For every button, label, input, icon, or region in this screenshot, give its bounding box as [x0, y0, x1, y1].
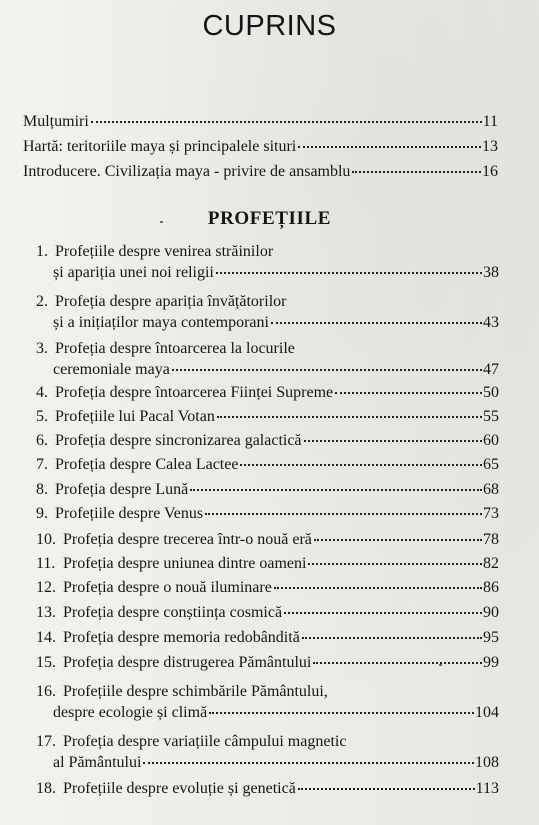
dot-leader: [313, 660, 482, 664]
toc-line: [63, 603, 499, 623]
dot-leader: [271, 320, 482, 324]
toc-line: [55, 407, 499, 427]
entry-number: 2.: [36, 293, 48, 310]
entry-number: 4.: [36, 384, 48, 401]
entry-number: 16.: [36, 683, 56, 700]
section-title: PROFEȚIILE: [207, 208, 332, 229]
dot-leader: [216, 270, 482, 274]
entry-title: Profețiile despre venirea străinilor: [55, 243, 274, 260]
page-number: 60: [483, 432, 499, 449]
toc-line: [53, 313, 499, 333]
entry-number: 7.: [36, 456, 48, 473]
dot-leader: [274, 585, 482, 589]
entry-title: Mulțumiri: [23, 113, 89, 130]
page-number: 86: [483, 579, 499, 596]
entry-number: 5.: [36, 408, 48, 425]
entry-title: Hartă: teritoriile maya și principalele situri: [23, 138, 297, 155]
entry-title: ceremoniale maya: [53, 361, 170, 378]
entry-title: Profeția despre variațiile câmpului magnetic: [63, 733, 347, 750]
toc-line: [23, 137, 498, 157]
page-number: 38: [483, 264, 499, 281]
page-number: 55: [483, 408, 499, 425]
entry-title: Introducere. Civilizația maya - privire de ansamblu: [23, 163, 351, 180]
toc-line: [55, 383, 499, 403]
dot-leader: [190, 487, 482, 491]
page-number: 99: [483, 654, 499, 671]
dot-leader: [352, 169, 481, 173]
entry-title: Profeția despre trecerea într-o nouă eră: [63, 531, 312, 548]
dot-leader: [314, 537, 482, 541]
page-number: 73: [483, 505, 499, 522]
page-number: 16: [482, 163, 498, 180]
entry-number: 10.: [36, 531, 56, 548]
page-number: 50: [483, 384, 499, 401]
entry-title: și apariția unei noi religii: [53, 264, 214, 281]
entry-number: 15.: [36, 654, 56, 671]
page-number: 78: [483, 531, 499, 548]
entry-title: Profeția despre memoria redobândită: [63, 629, 300, 646]
entry-title: Profeția despre întoarcerea Ființei Supreme: [55, 384, 334, 401]
toc-line: [63, 530, 499, 550]
entry-number: 8.: [36, 481, 48, 498]
dot-leader: [302, 635, 482, 639]
entry-title: Profeția despre Calea Lactee: [55, 456, 239, 473]
entry-title: Profeția despre conștiința cosmică: [63, 604, 283, 621]
page-number: 104: [475, 704, 499, 721]
page-number: 68: [483, 481, 499, 498]
entry-title: Profeția despre apariția învățătorilor: [55, 293, 287, 310]
entry-number: 3.: [36, 340, 48, 357]
page-title: CUPRINS: [202, 10, 337, 42]
page-number: 95: [483, 629, 499, 646]
toc-line: [55, 504, 499, 524]
entry-title: Profeția despre Lună: [55, 481, 189, 498]
entry-title: și a inițiaților maya contemporani: [53, 314, 269, 331]
toc-line: [53, 753, 499, 773]
entry-number: 14.: [36, 629, 56, 646]
toc-line: [55, 480, 499, 500]
toc-line: [63, 653, 499, 673]
dot-leader: [298, 786, 475, 790]
toc-line: [53, 360, 499, 380]
toc-line: [23, 162, 498, 182]
dot-leader: [143, 760, 474, 764]
dot-leader: [308, 561, 482, 565]
entry-number: 18.: [36, 780, 56, 797]
entry-title: Profețiile despre Venus: [55, 505, 204, 522]
toc-line: [63, 554, 499, 574]
page-number: 11: [482, 113, 498, 130]
entry-title: Profețiile despre schimbările Pământului,: [63, 683, 328, 700]
entry-title: Profeția despre uniunea dintre oameni: [63, 555, 307, 572]
entry-number: 11.: [36, 555, 56, 572]
page-number: 43: [483, 314, 499, 331]
entry-title: Profeția despre sincronizarea galactică: [55, 432, 302, 449]
entry-number: 9.: [36, 505, 48, 522]
dot-leader: [91, 119, 482, 123]
dot-leader: [304, 438, 482, 442]
entry-title: Profețiile despre evoluție și genetică: [63, 780, 296, 797]
entry-number: 12.: [36, 579, 56, 596]
dot-leader: [217, 414, 482, 418]
page-number: 82: [483, 555, 499, 572]
toc-line: [55, 431, 499, 451]
print-speck: [439, 664, 442, 666]
toc-line: [63, 578, 499, 598]
dot-leader: [284, 610, 482, 614]
entry-title: Profeția despre o nouă iluminare: [63, 579, 272, 596]
dot-leader: [172, 367, 482, 371]
print-speck: [160, 221, 163, 223]
dot-leader: [205, 511, 482, 515]
entry-number: 1.: [36, 243, 48, 260]
dot-leader: [335, 390, 482, 394]
dot-leader: [298, 144, 481, 148]
entry-title: Profețiile lui Pacal Votan: [55, 408, 215, 425]
entry-title: despre ecologie și climă: [53, 704, 208, 721]
toc-line: [55, 455, 499, 475]
entry-title: Profeția despre întoarcerea la locurile: [55, 340, 295, 357]
entry-number: 13.: [36, 604, 56, 621]
dot-leader: [209, 710, 474, 714]
toc-line: [53, 703, 499, 723]
page-number: 90: [483, 604, 499, 621]
page-number: 113: [475, 780, 499, 797]
toc-line: [63, 628, 499, 648]
entry-number: 17.: [36, 733, 56, 750]
toc-line: [63, 779, 499, 799]
entry-title: Profeția despre distrugerea Pământului: [63, 654, 312, 671]
page-number: 108: [475, 754, 499, 771]
page-number: 47: [483, 361, 499, 378]
toc-line: [53, 263, 499, 283]
page-number: 65: [483, 456, 499, 473]
toc-line: [23, 112, 498, 132]
dot-leader: [240, 462, 482, 466]
entry-number: 6.: [36, 432, 48, 449]
page-number: 13: [482, 138, 498, 155]
entry-title: al Pământului: [53, 754, 142, 771]
